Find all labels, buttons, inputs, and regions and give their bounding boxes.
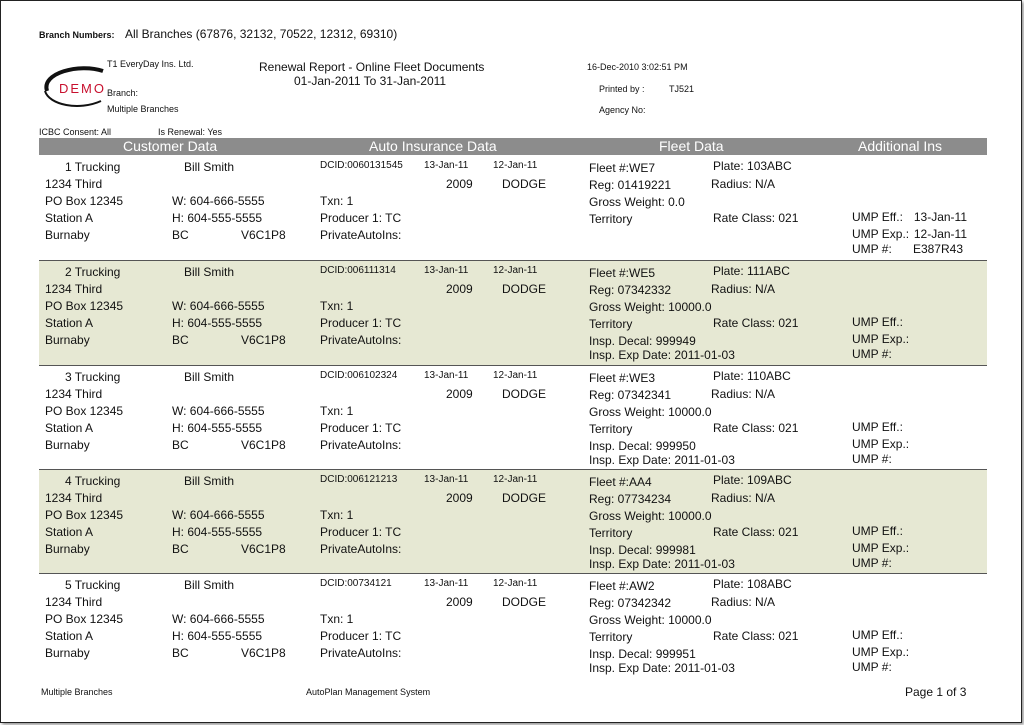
record-rate: Rate Class: 021 [713, 316, 799, 330]
record-rate: Rate Class: 021 [713, 525, 799, 539]
record-make: DODGE [502, 595, 547, 609]
record-postal: V6C1P8 [241, 542, 286, 556]
record-dcid: DCID:006102324 [320, 370, 398, 381]
record-row [39, 573, 987, 678]
record-year: 2009 [446, 387, 473, 401]
record-ump-exp: UMP Exp.: [852, 541, 910, 555]
record-radius: Radius: N/A [711, 282, 776, 296]
record-company: 5 Trucking [65, 578, 121, 592]
agency-label: Agency No: [599, 105, 646, 115]
record-date1: 13-Jan-11 [424, 265, 469, 276]
record-dcid: DCID:006111314 [320, 265, 396, 276]
record-year: 2009 [446, 282, 473, 296]
record-city1: Station A [45, 316, 94, 330]
record-gross: Gross Weight: 10000.0 [589, 300, 712, 314]
record-work: W: 604-666-5555 [172, 299, 265, 313]
record-insp-exp: Insp. Exp Date: 2011-01-03 [589, 348, 735, 362]
record-private: PrivateAutoIns: [320, 228, 402, 242]
record-private: PrivateAutoIns: [320, 333, 402, 347]
record-year: 2009 [446, 491, 473, 505]
record-rate: Rate Class: 021 [713, 629, 799, 643]
record-decal: Insp. Decal: 999981 [589, 543, 696, 557]
record-city2: Burnaby [45, 228, 90, 242]
record-ump-eff: UMP Eff.: [852, 524, 903, 538]
record-row [39, 260, 987, 365]
record-company: 2 Trucking [65, 265, 121, 279]
record-reg: Reg: 07342332 [589, 283, 672, 297]
record-plate: Plate: 109ABC [713, 473, 792, 487]
record-plate: Plate: 111ABC [713, 264, 790, 278]
record-home: H: 604-555-5555 [172, 421, 263, 435]
record-year: 2009 [446, 595, 473, 609]
record-insp-exp: Insp. Exp Date: 2011-01-03 [589, 557, 735, 571]
page-number: Page 1 of 3 [905, 685, 967, 699]
record-reg: Reg: 01419221 [589, 178, 672, 192]
record-row [39, 469, 987, 574]
record-work: W: 604-666-5555 [172, 194, 265, 208]
record-ump-eff: UMP Eff.: [852, 628, 903, 642]
record-private: PrivateAutoIns: [320, 542, 402, 556]
record-radius: Radius: N/A [711, 177, 776, 191]
record-city1: Station A [45, 211, 94, 225]
record-ump-eff: UMP Eff.: [852, 210, 903, 224]
record-ump-no: UMP #: [852, 347, 892, 361]
record-date2: 12-Jan-11 [493, 474, 538, 485]
record-plate: Plate: 108ABC [713, 577, 792, 591]
col-additional-ins: Additional Ins [858, 138, 943, 154]
record-ump-eff-val: 13-Jan-11 [913, 210, 967, 224]
record-date1: 13-Jan-11 [424, 370, 469, 381]
record-make: DODGE [502, 177, 547, 191]
record-fleet: Fleet #:WE3 [589, 371, 656, 385]
record-date2: 12-Jan-11 [493, 578, 538, 589]
record-home: H: 604-555-5555 [172, 211, 263, 225]
record-address2: PO Box 12345 [45, 508, 124, 522]
record-address1: 1234 Third [45, 491, 103, 505]
record-fleet: Fleet #:WE5 [589, 266, 656, 280]
record-txn: Txn: 1 [320, 508, 354, 522]
record-dcid: DCID:0060131545 [320, 160, 403, 171]
record-ump-no: UMP #: [852, 556, 892, 570]
record-dcid: DCID:006121213 [320, 474, 398, 485]
record-work: W: 604-666-5555 [172, 404, 265, 418]
record-postal: V6C1P8 [241, 646, 286, 660]
col-fleet-data: Fleet Data [659, 138, 724, 154]
record-producer: Producer 1: TC [320, 629, 402, 643]
record-txn: Txn: 1 [320, 404, 354, 418]
record-row [39, 156, 987, 260]
branch-numbers-value: All Branches (67876, 32132, 70522, 12312, 69310) [125, 27, 398, 41]
record-city1: Station A [45, 629, 94, 643]
record-decal: Insp. Decal: 999950 [589, 439, 696, 453]
record-decal: Insp. Decal: 999949 [589, 334, 696, 348]
record-fleet: Fleet #:AW2 [589, 579, 655, 593]
record-producer: Producer 1: TC [320, 421, 402, 435]
record-postal: V6C1P8 [241, 438, 286, 452]
record-contact: Bill Smith [184, 370, 235, 384]
record-address1: 1234 Third [45, 387, 103, 401]
column-header-bar [39, 138, 987, 155]
record-company: 1 Trucking [65, 160, 121, 174]
record-make: DODGE [502, 387, 547, 401]
record-prov: BC [172, 333, 189, 347]
record-ump-exp-val: 12-Jan-11 [913, 227, 967, 241]
record-insp-exp: Insp. Exp Date: 2011-01-03 [589, 453, 735, 467]
record-ump-no-val: E387R43 [912, 242, 963, 256]
record-make: DODGE [502, 282, 547, 296]
is-renewal: Is Renewal: Yes [158, 127, 223, 137]
record-territory: Territory [589, 317, 633, 331]
footer-branches: Multiple Branches [41, 687, 113, 697]
company-name: T1 EveryDay Ins. Ltd. [107, 59, 194, 69]
record-ump-no: UMP #: [852, 452, 892, 466]
record-fleet: Fleet #:AA4 [589, 475, 652, 489]
record-gross: Gross Weight: 10000.0 [589, 509, 712, 523]
record-address1: 1234 Third [45, 282, 103, 296]
record-fleet: Fleet #:WE7 [589, 161, 656, 175]
record-address2: PO Box 12345 [45, 194, 124, 208]
record-txn: Txn: 1 [320, 299, 354, 313]
record-home: H: 604-555-5555 [172, 525, 263, 539]
record-radius: Radius: N/A [711, 387, 776, 401]
record-ump-exp: UMP Exp.: [852, 227, 910, 241]
record-city1: Station A [45, 525, 94, 539]
record-ump-exp: UMP Exp.: [852, 332, 910, 346]
record-rate: Rate Class: 021 [713, 211, 799, 225]
record-territory: Territory [589, 422, 633, 436]
record-ump-exp: UMP Exp.: [852, 437, 910, 451]
record-date2: 12-Jan-11 [493, 370, 538, 381]
record-contact: Bill Smith [184, 578, 235, 592]
printed-by-value: TJ521 [669, 84, 695, 94]
record-date1: 13-Jan-11 [424, 578, 469, 589]
record-year: 2009 [446, 177, 473, 191]
record-prov: BC [172, 542, 189, 556]
record-home: H: 604-555-5555 [172, 629, 263, 643]
record-date2: 12-Jan-11 [493, 265, 538, 276]
col-customer-data: Customer Data [123, 138, 218, 154]
record-prov: BC [172, 228, 189, 242]
record-radius: Radius: N/A [711, 595, 776, 609]
footer-system: AutoPlan Management System [306, 687, 431, 697]
record-gross: Gross Weight: 10000.0 [589, 613, 712, 627]
record-work: W: 604-666-5555 [172, 612, 265, 626]
record-address2: PO Box 12345 [45, 612, 124, 626]
record-contact: Bill Smith [184, 160, 235, 174]
record-address1: 1234 Third [45, 595, 103, 609]
record-plate: Plate: 110ABC [713, 369, 791, 383]
record-date1: 13-Jan-11 [424, 474, 469, 485]
record-address1: 1234 Third [45, 177, 103, 191]
record-plate: Plate: 103ABC [713, 159, 792, 173]
record-gross: Gross Weight: 0.0 [589, 195, 685, 209]
record-txn: Txn: 1 [320, 194, 354, 208]
record-contact: Bill Smith [184, 474, 235, 488]
record-company: 3 Trucking [65, 370, 121, 384]
record-ump-eff: UMP Eff.: [852, 420, 903, 434]
record-txn: Txn: 1 [320, 612, 354, 626]
record-date1: 13-Jan-11 [424, 160, 469, 171]
record-reg: Reg: 07734234 [589, 492, 672, 506]
record-city2: Burnaby [45, 438, 90, 452]
record-producer: Producer 1: TC [320, 525, 402, 539]
record-city2: Burnaby [45, 646, 90, 660]
col-auto-insurance-data: Auto Insurance Data [369, 138, 497, 154]
record-territory: Territory [589, 526, 633, 540]
logo-text: DEMO [59, 81, 105, 96]
record-producer: Producer 1: TC [320, 211, 402, 225]
record-address2: PO Box 12345 [45, 404, 124, 418]
demo-logo [39, 61, 105, 113]
record-ump-no: UMP #: [852, 660, 892, 674]
record-ump-eff: UMP Eff.: [852, 315, 903, 329]
record-insp-exp: Insp. Exp Date: 2011-01-03 [589, 661, 735, 675]
branch-name: Multiple Branches [107, 104, 179, 114]
record-company: 4 Trucking [65, 474, 121, 488]
record-work: W: 604-666-5555 [172, 508, 265, 522]
record-decal: Insp. Decal: 999951 [589, 647, 696, 661]
date-range: 01-Jan-2011 To 31-Jan-2011 [294, 74, 447, 88]
record-rate: Rate Class: 021 [713, 421, 799, 435]
record-address2: PO Box 12345 [45, 299, 124, 313]
branch-caption: Branch: [107, 88, 139, 98]
record-dcid: DCID:00734121 [320, 578, 392, 589]
record-radius: Radius: N/A [711, 491, 776, 505]
record-gross: Gross Weight: 10000.0 [589, 405, 712, 419]
record-territory: Territory [589, 630, 633, 644]
record-postal: V6C1P8 [241, 228, 286, 242]
record-prov: BC [172, 438, 189, 452]
record-private: PrivateAutoIns: [320, 646, 402, 660]
icbc-consent: ICBC Consent: All [39, 127, 112, 137]
printed-by-label: Printed by : [599, 84, 645, 94]
record-date2: 12-Jan-11 [493, 160, 538, 171]
record-reg: Reg: 07342341 [589, 388, 672, 402]
record-row [39, 365, 987, 470]
record-producer: Producer 1: TC [320, 316, 402, 330]
print-datetime: 16-Dec-2010 3:02:51 PM [587, 62, 688, 72]
record-home: H: 604-555-5555 [172, 316, 263, 330]
record-city2: Burnaby [45, 333, 90, 347]
record-contact: Bill Smith [184, 265, 235, 279]
record-ump-no: UMP #: [852, 242, 892, 256]
record-territory: Territory [589, 212, 633, 226]
record-postal: V6C1P8 [241, 333, 286, 347]
record-city2: Burnaby [45, 542, 90, 556]
record-ump-exp: UMP Exp.: [852, 645, 910, 659]
record-private: PrivateAutoIns: [320, 438, 402, 452]
record-make: DODGE [502, 491, 547, 505]
report-title: Renewal Report - Online Fleet Documents [259, 60, 485, 74]
record-reg: Reg: 07342342 [589, 596, 672, 610]
record-city1: Station A [45, 421, 94, 435]
record-prov: BC [172, 646, 189, 660]
branch-numbers-label: Branch Numbers: [39, 30, 115, 40]
